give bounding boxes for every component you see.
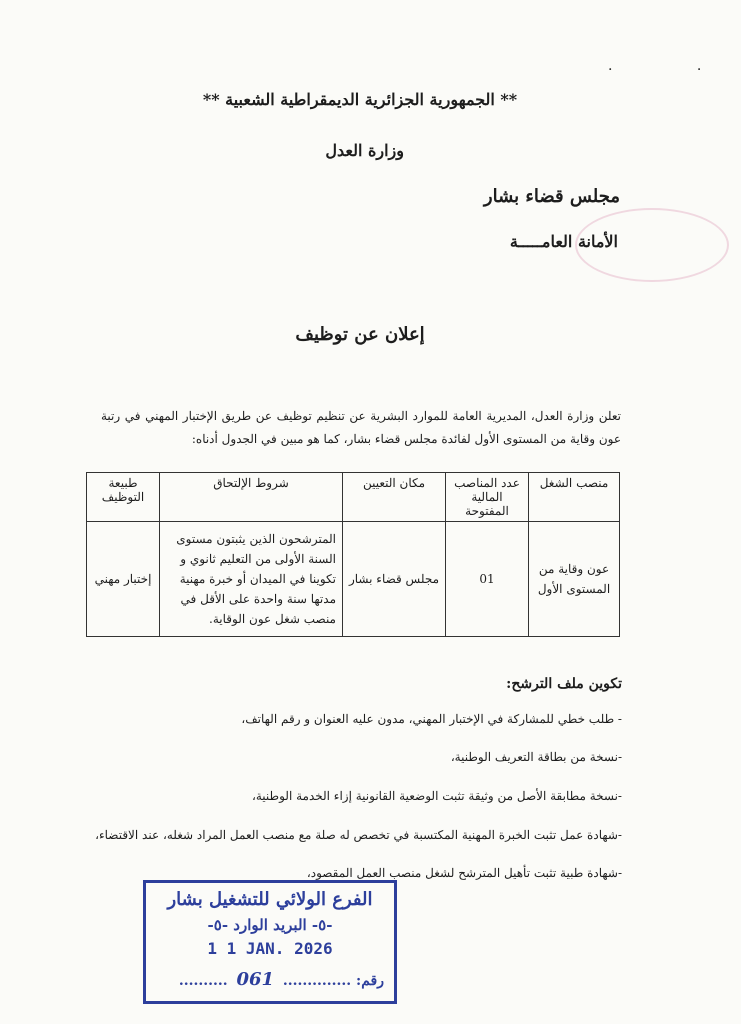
- stamp-number-value: 061: [236, 969, 275, 990]
- document-item: - طلب خطي للمشاركة في الإختبار المهني، مدون عليه العنوان و رقم الهاتف،: [241, 712, 622, 726]
- received-mail-stamp: [143, 880, 397, 1004]
- cell-position: عون وقاية من المستوى الأول: [529, 522, 620, 637]
- header-count: عدد المناصب المالية المفتوحة: [446, 473, 529, 522]
- stamp-number-dots-end: ..........: [178, 973, 228, 989]
- cell-location: مجلس قضاء بشار: [343, 522, 446, 637]
- document-item: -شهادة عمل تثبت الخبرة المهنية المكتسبة في تخصص له صلة مع منصب العمل المراد شغله، عند الاقتضاء،: [95, 828, 622, 842]
- top-marks: . .: [608, 58, 741, 74]
- documents-heading: تكوين ملف الترشح:: [506, 676, 622, 692]
- document-item: -نسخة من بطاقة التعريف الوطنية،: [450, 750, 622, 764]
- republic-header: ** الجمهورية الجزائرية الديمقراطية الشعبية **: [202, 90, 518, 109]
- document-item: -نسخة مطابقة الأصل من وثيقة تثبت الوضعية القانونية إزاء الخدمة الوطنية،: [251, 789, 622, 803]
- intro-paragraph: تعلن وزارة العدل، المديرية العامة للموارد البشرية عن تنظيم توظيف عن طريق الإختبار المهني في رتبة عون وقاية من المستوى الأول لفائدة مجلس قضاء بشار، كما هو مبين في الجدول أدناه:: [101, 409, 621, 446]
- stamp-number-dots: ..............: [282, 973, 352, 989]
- cell-conditions: المترشحون الذين يثبتون مستوى السنة الأولى من التعليم ثانوي و تكوينا في الميدان أو خبرة مهنية مدتها سنة واحدة على الأقل في منصب شغل عون الوقاية.: [160, 522, 343, 637]
- ministry-name: وزارة العدل: [325, 141, 404, 160]
- table-row: [87, 522, 620, 637]
- cell-count: 01: [446, 522, 529, 637]
- announcement-title: إعلان عن توظيف: [295, 324, 425, 345]
- header-conditions: شروط الإلتحاق: [160, 473, 343, 522]
- header-position: منصب الشغل: [529, 473, 620, 522]
- document-item: -شهادة طبية تثبت تأهيل المترشح لشغل منصب العمل المقصود،: [306, 866, 622, 880]
- cell-type: إختبار مهني: [87, 522, 160, 637]
- table-header-row: [87, 473, 620, 522]
- stamp-label: -٥- البريد الوارد -٥-: [207, 916, 333, 934]
- header-type: طبيعة التوظيف: [87, 473, 160, 522]
- court-council-name: مجلس قضاء بشار: [483, 186, 620, 207]
- jobs-table: [86, 472, 620, 637]
- stamp-number: [179, 969, 384, 990]
- stamp-date: 1 1 JAN. 2026: [207, 939, 333, 958]
- header-location: مكان التعيين: [343, 473, 446, 522]
- stamp-number-label: رقم:: [356, 973, 384, 989]
- general-secretariat: الأمانة العامـــــة: [509, 232, 618, 251]
- stamp-office: الفرع الولائي للتشغيل بشار: [167, 889, 373, 910]
- faint-round-stamp: [575, 208, 729, 282]
